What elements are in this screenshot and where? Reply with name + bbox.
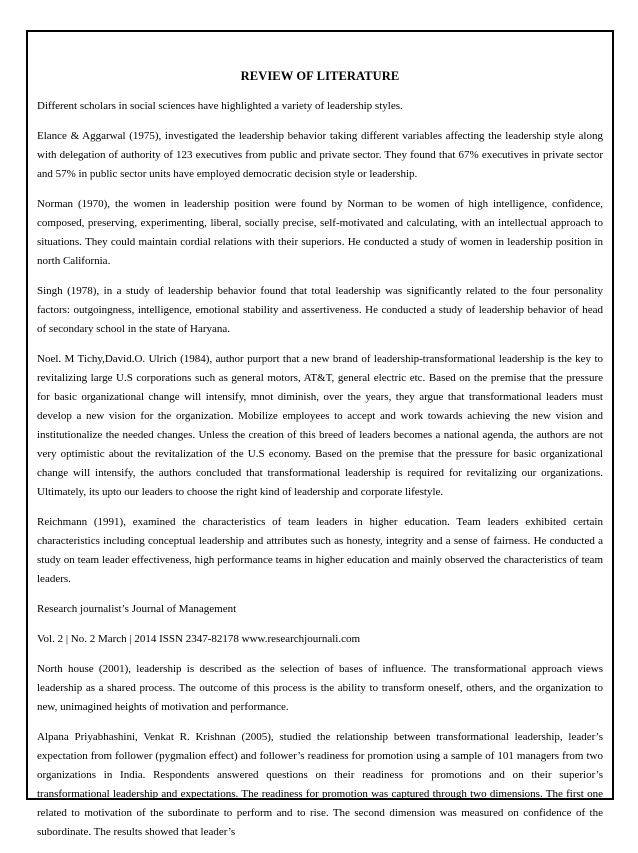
journal-issue-line: Vol. 2 | No. 2 March | 2014 ISSN 2347-82178 www.researchjournali.com [37,633,361,645]
paragraph-singh: Singh (1978), in a study of leadership behavior found that total leadership was significantly related to the four personality factors: outgoingness, intelligence, emotional stability and assertiveness. He conducted a study of leadership behavior of head of secondary school in the state of Haryana. [37,285,603,335]
paragraph-north-house: North house (2001), leadership is described as the selection of bases of influence. The transformational approach views leadership as a shared process. The outcome of this process is the ability to transform oneself, others, and the organization to new, unimagined heights of motivation and performance. [37,663,603,713]
document-body [37,69,603,853]
paragraph-reichmann: Reichmann (1991), examined the characteristics of team leaders in higher education. Team leaders exhibited certain characteristics including conceptual leadership and attributes such as honesty, integrity and a sense of fairness. He conducted a study on team leader effectiveness, high performance teams in higher education and mainly observed the characteristics of team leaders. [37,516,603,585]
journal-name: Research journalist’s Journal of Management [37,603,237,615]
paragraph-elance-aggarwal: Elance & Aggarwal (1975), investigated the leadership behavior taking different variables affecting the leadership style along with delegation of authority of 123 executives from public and private sector. They found that 67% executives in private sector and 57% in public sector units have employed democratic decision style or leadership. [37,130,603,180]
paragraph-priyabhashini-krishnan: Alpana Priyabhashini, Venkat R. Krishnan (2005), studied the relationship between transformational leadership, leader’s expectation from follower (pygmalion effect) and follower’s readiness for promotion using a sample of 101 managers from two organizations in India. Respondents answered questions on their readiness for promotions and on their superior’s transformational leadership and expectations. The readiness for promotion was captured through two dimensions. The first one related to motivation of the subordinate to perform and to rise. The second dimension was measured on confidence of the subordinate. The results showed that leader’s [37,731,603,838]
page-title: REVIEW OF LITERATURE [240,69,400,83]
paragraph-norman: Norman (1970), the women in leadership position were found by Norman to be women of high intelligence, confidence, composed, preserving, experimenting, liberal, socially precise, self-motivated and calculating, with an intellectual approach to situations. They could maintain cordial relations with their superiors. He conducted a study of women in leadership position in north California. [37,198,603,267]
page-border [26,30,614,838]
paragraph-tichy-ulrich: Noel. M Tichy,David.O. Ulrich (1984), author purport that a new brand of leadership-transformational leadership is the key to revitalizing large U.S corporations such as general motors, AT&T, general electric etc. Based on the premise that the pressure for basic organizational change will intensify, mnot diminish, over the years, they argue that transformational leaders must develop a new vision for the organization. Mobilize employees to accept and work towards achieving the new vision and institutionalize the needed changes. Unless the creation of this breed of leaders becomes a national agenda, the authors are not very optimistic about the revitalization of the U.S economy. Based on the premise that the pressure for basic organizational change will intensify, the authors concluded that transformational leadership is required for revitalizing our organizations. Ultimately, its upto our leaders to choose the right kind of leadership and corporate lifestyle. [37,353,603,498]
paragraph-intro: Different scholars in social sciences have highlighted a variety of leadership styles. [37,100,403,112]
